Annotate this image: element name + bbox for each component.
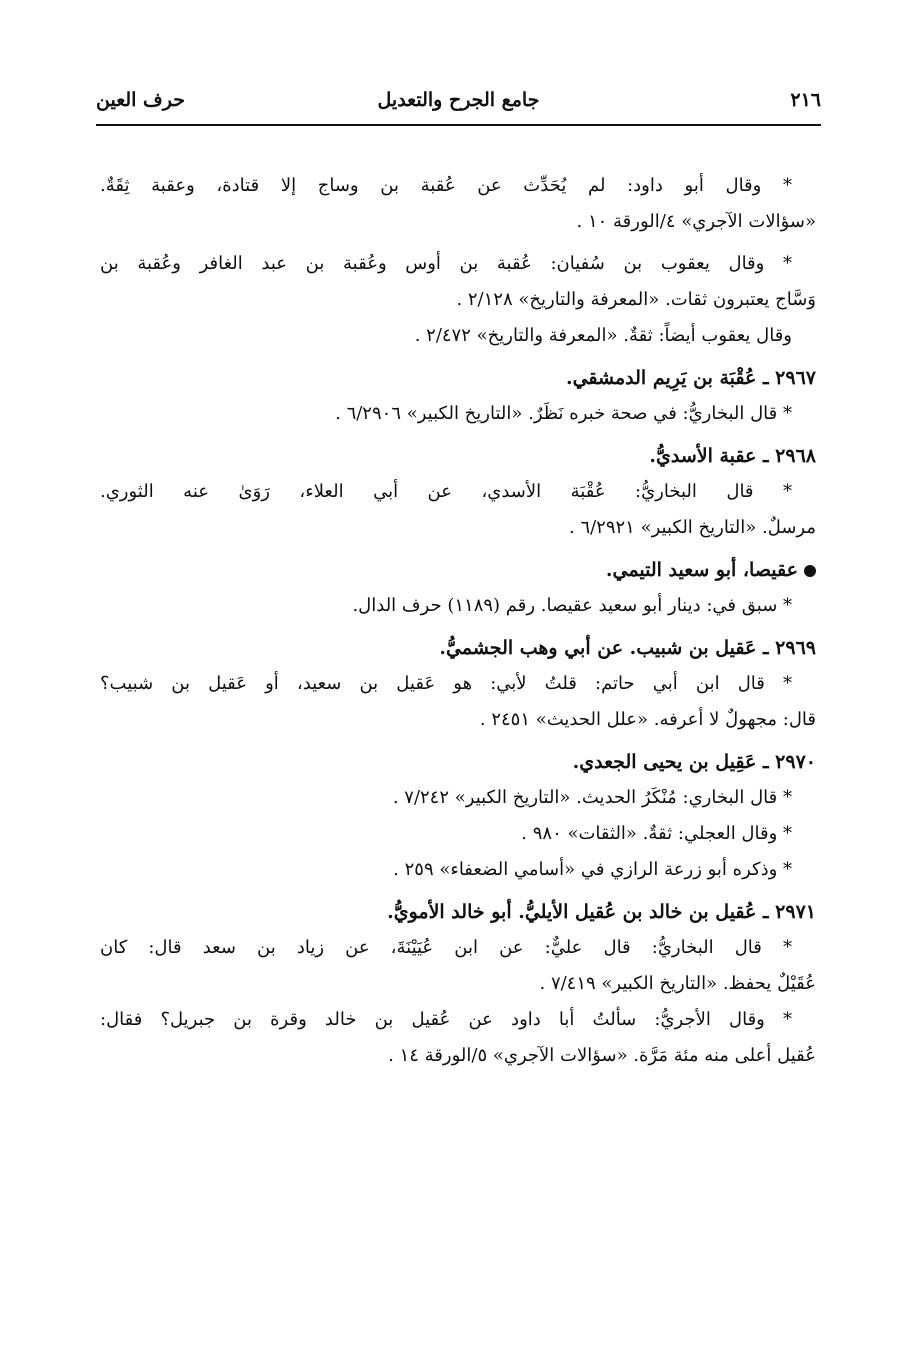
text-line: «سؤالات الآجري» ٤/الورقة ١٠ . — [576, 211, 816, 232]
text-line: * قال البخاريُّ: قال عليٌّ: عن ابن عُيَيْنَةَ، عن زياد بن سعد قال: كان — [100, 937, 792, 958]
text-line: عُقيل أعلى منه مئة مَرَّة. «سؤالات الآجري» ٥/الورقة ١٤ . — [388, 1045, 816, 1066]
entry-heading: ٢٩٦٩ ـ عَقيل بن شبيب. عن أبي وهب الجشميُّ. — [439, 637, 816, 659]
text-line: * سبق في: دينار أبو سعيد عقيصا. رقم (١١٨٩) حرف الدال. — [352, 595, 792, 616]
entry-heading: ٢٩٦٧ ـ عُقْبَة بن يَرِيم الدمشقي. — [565, 367, 816, 389]
text-line: * قال ابن أبي حاتم: قلتُ لأبي: هو عَقيل بن سعيد، أو عَقيل بن شبيب؟ — [100, 673, 792, 694]
text-line: عُقَيْلٌ يحفظ. «التاريخ الكبير» ٧/٤١٩ . — [539, 973, 816, 994]
text-line: * وقال يعقوب بن سُفيان: عُقبة بن أوس وعُقبة بن عبد الغافر وعُقبة بن — [100, 253, 792, 274]
entry-heading: ٢٩٦٨ ـ عقبة الأسديُّ. — [649, 445, 816, 467]
section-title: حرف العين — [96, 89, 185, 111]
text-line: وَسَّاج يعتبرون ثقات. «المعرفة والتاريخ» ٢/١٢٨ . — [456, 289, 816, 310]
book-title: جامع الجرح والتعديل — [377, 89, 540, 111]
entry-heading: ٢٩٧١ ـ عُقيل بن خالد بن عُقيل الأيليُّ. أبو خالد الأمويُّ. — [387, 901, 816, 923]
page-body — [100, 168, 816, 1074]
text-line: * قال البخاريُّ: عُقْبَة الأسدي، عن أبي العلاء، رَوَىٰ عنه الثوري. — [100, 481, 792, 502]
text-line: * وقال العجلي: ثقةٌ. «الثقات» ٩٨٠ . — [521, 823, 792, 844]
text-line: قال: مجهولٌ لا أعرفه. «علل الحديث» ٢٤٥١ . — [479, 709, 816, 730]
text-line: * وقال الأجريُّ: سألتُ أبا داود عن عُقيل بن خالد وقرة بن جبريل؟ فقال: — [100, 1009, 792, 1030]
header-divider — [96, 124, 821, 126]
page-header — [96, 86, 821, 120]
text-line: * وقال أبو داود: لم يُحَدِّث عن عُقبة بن وساج إلا قتادة، وعقبة ثِقَةٌ. — [100, 175, 792, 196]
cross-reference-title: عقيصا، أبو سعيد التيمي. — [605, 559, 798, 581]
cross-reference-heading — [100, 552, 816, 588]
bullet-dot-icon — [804, 565, 816, 577]
page-number: ٢١٦ — [790, 89, 821, 111]
entry-heading: ٢٩٧٠ ـ عَقِيل بن يحيى الجعدي. — [572, 751, 816, 773]
text-line: * قال البخاري: مُنْكَرُ الحديث. «التاريخ الكبير» ٧/٢٤٢ . — [392, 787, 792, 808]
text-line: * وذكره أبو زرعة الرازي في «أسامي الضعفاء» ٢٥٩ . — [393, 859, 792, 880]
text-line: مرسلٌ. «التاريخ الكبير» ٦/٢٩٢١ . — [568, 517, 816, 538]
text-line: * قال البخاريُّ: في صحة خبره نَظَرٌ. «التاريخ الكبير» ٦/٢٩٠٦ . — [335, 403, 792, 424]
text-line: وقال يعقوب أيضاً: ثقةٌ. «المعرفة والتاريخ» ٢/٤٧٢ . — [414, 325, 792, 346]
